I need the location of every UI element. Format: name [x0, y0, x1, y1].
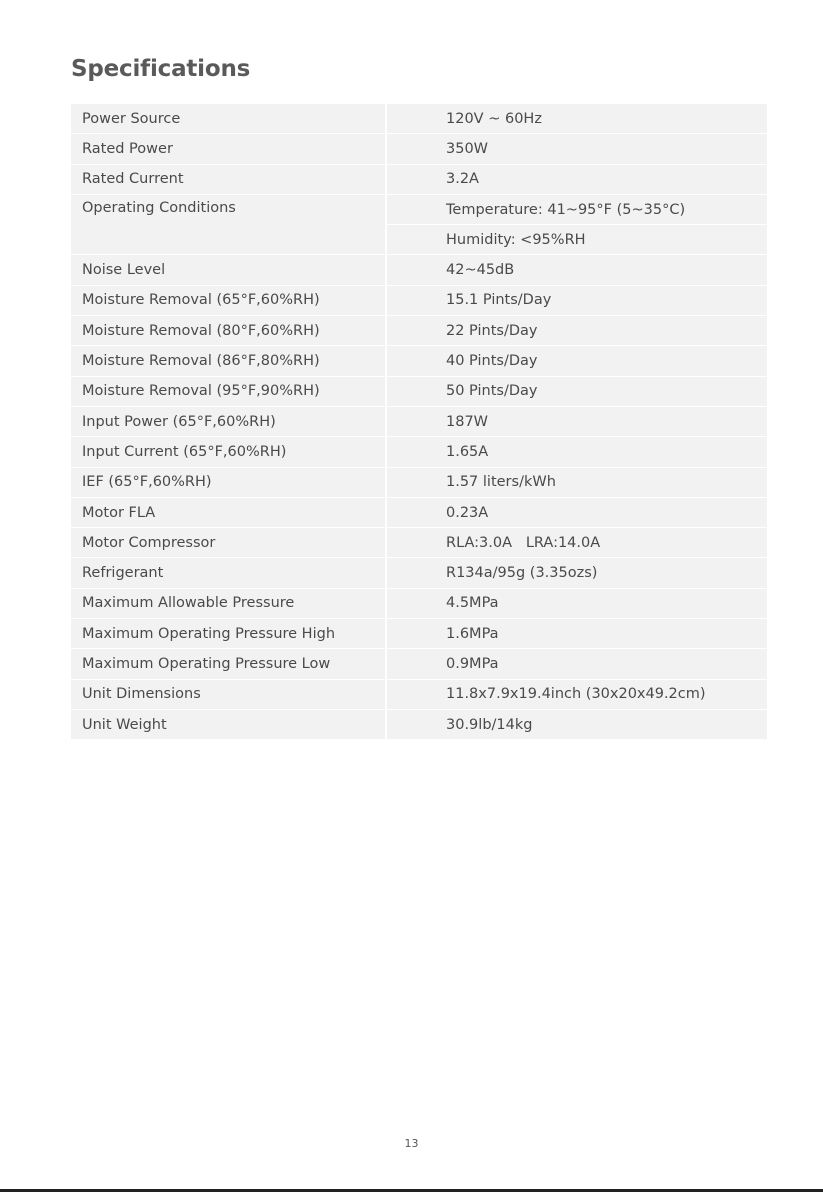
table-row	[71, 649, 767, 679]
table-row	[71, 710, 767, 740]
spec-label: Motor Compressor	[71, 528, 387, 558]
spec-label: Refrigerant	[71, 558, 387, 588]
spec-value: 50 Pints/Day	[387, 377, 767, 407]
spec-label: Moisture Removal (86°F,80%RH)	[71, 346, 387, 376]
spec-value: 22 Pints/Day	[387, 316, 767, 346]
table-row	[71, 346, 767, 376]
table-row	[71, 316, 767, 346]
spec-value: 187W	[387, 407, 767, 437]
spec-value: 30.9lb/14kg	[387, 710, 767, 740]
spec-value: 42~45dB	[387, 255, 767, 285]
table-row	[71, 104, 767, 134]
spec-value: RLA:3.0A LRA:14.0A	[387, 528, 767, 558]
spec-value: 0.9MPa	[387, 649, 767, 679]
spec-label: Power Source	[71, 104, 387, 134]
table-row	[71, 255, 767, 285]
spec-value: R134a/95g (3.35ozs)	[387, 558, 767, 588]
spec-label: Unit Weight	[71, 710, 387, 740]
spec-label: Operating Conditions	[71, 195, 387, 256]
spec-label: Moisture Removal (80°F,60%RH)	[71, 316, 387, 346]
spec-label: Maximum Operating Pressure Low	[71, 649, 387, 679]
spec-label: Rated Current	[71, 165, 387, 195]
table-row	[71, 528, 767, 558]
page-number: 13	[404, 1137, 419, 1150]
spec-value: 1.57 liters/kWh	[387, 468, 767, 498]
spec-value: 350W	[387, 134, 767, 164]
spec-label: Input Current (65°F,60%RH)	[71, 437, 387, 467]
page-title: Specifications	[71, 56, 251, 82]
spec-value: Temperature: 41~95°F (5~35°C)	[387, 195, 767, 225]
spec-label: Maximum Operating Pressure High	[71, 619, 387, 649]
table-row	[71, 619, 767, 649]
spec-value: 4.5MPa	[387, 589, 767, 619]
table-row	[71, 195, 767, 225]
table-row	[71, 589, 767, 619]
table-row	[71, 498, 767, 528]
table-row	[71, 286, 767, 316]
spec-value: Humidity: <95%RH	[387, 225, 767, 255]
spec-value: 120V ~ 60Hz	[387, 104, 767, 134]
spec-label: Input Power (65°F,60%RH)	[71, 407, 387, 437]
spec-label: Maximum Allowable Pressure	[71, 589, 387, 619]
table-row	[71, 377, 767, 407]
spec-label: Unit Dimensions	[71, 680, 387, 710]
spec-label: Moisture Removal (95°F,90%RH)	[71, 377, 387, 407]
table-row	[71, 437, 767, 467]
table-row	[71, 468, 767, 498]
spec-value: 40 Pints/Day	[387, 346, 767, 376]
table-row	[71, 558, 767, 588]
spec-value: 11.8x7.9x19.4inch (30x20x49.2cm)	[387, 680, 767, 710]
spec-label: Rated Power	[71, 134, 387, 164]
spec-value: 1.6MPa	[387, 619, 767, 649]
spec-value: 15.1 Pints/Day	[387, 286, 767, 316]
spec-value: 0.23A	[387, 498, 767, 528]
table-row	[71, 680, 767, 710]
spec-value: 3.2A	[387, 165, 767, 195]
spec-label: Motor FLA	[71, 498, 387, 528]
spec-value: 1.65A	[387, 437, 767, 467]
spec-label: Moisture Removal (65°F,60%RH)	[71, 286, 387, 316]
spec-label: IEF (65°F,60%RH)	[71, 468, 387, 498]
table-row	[71, 165, 767, 195]
spec-label: Noise Level	[71, 255, 387, 285]
table-row	[71, 407, 767, 437]
table-row	[71, 134, 767, 164]
specifications-table	[71, 104, 767, 740]
